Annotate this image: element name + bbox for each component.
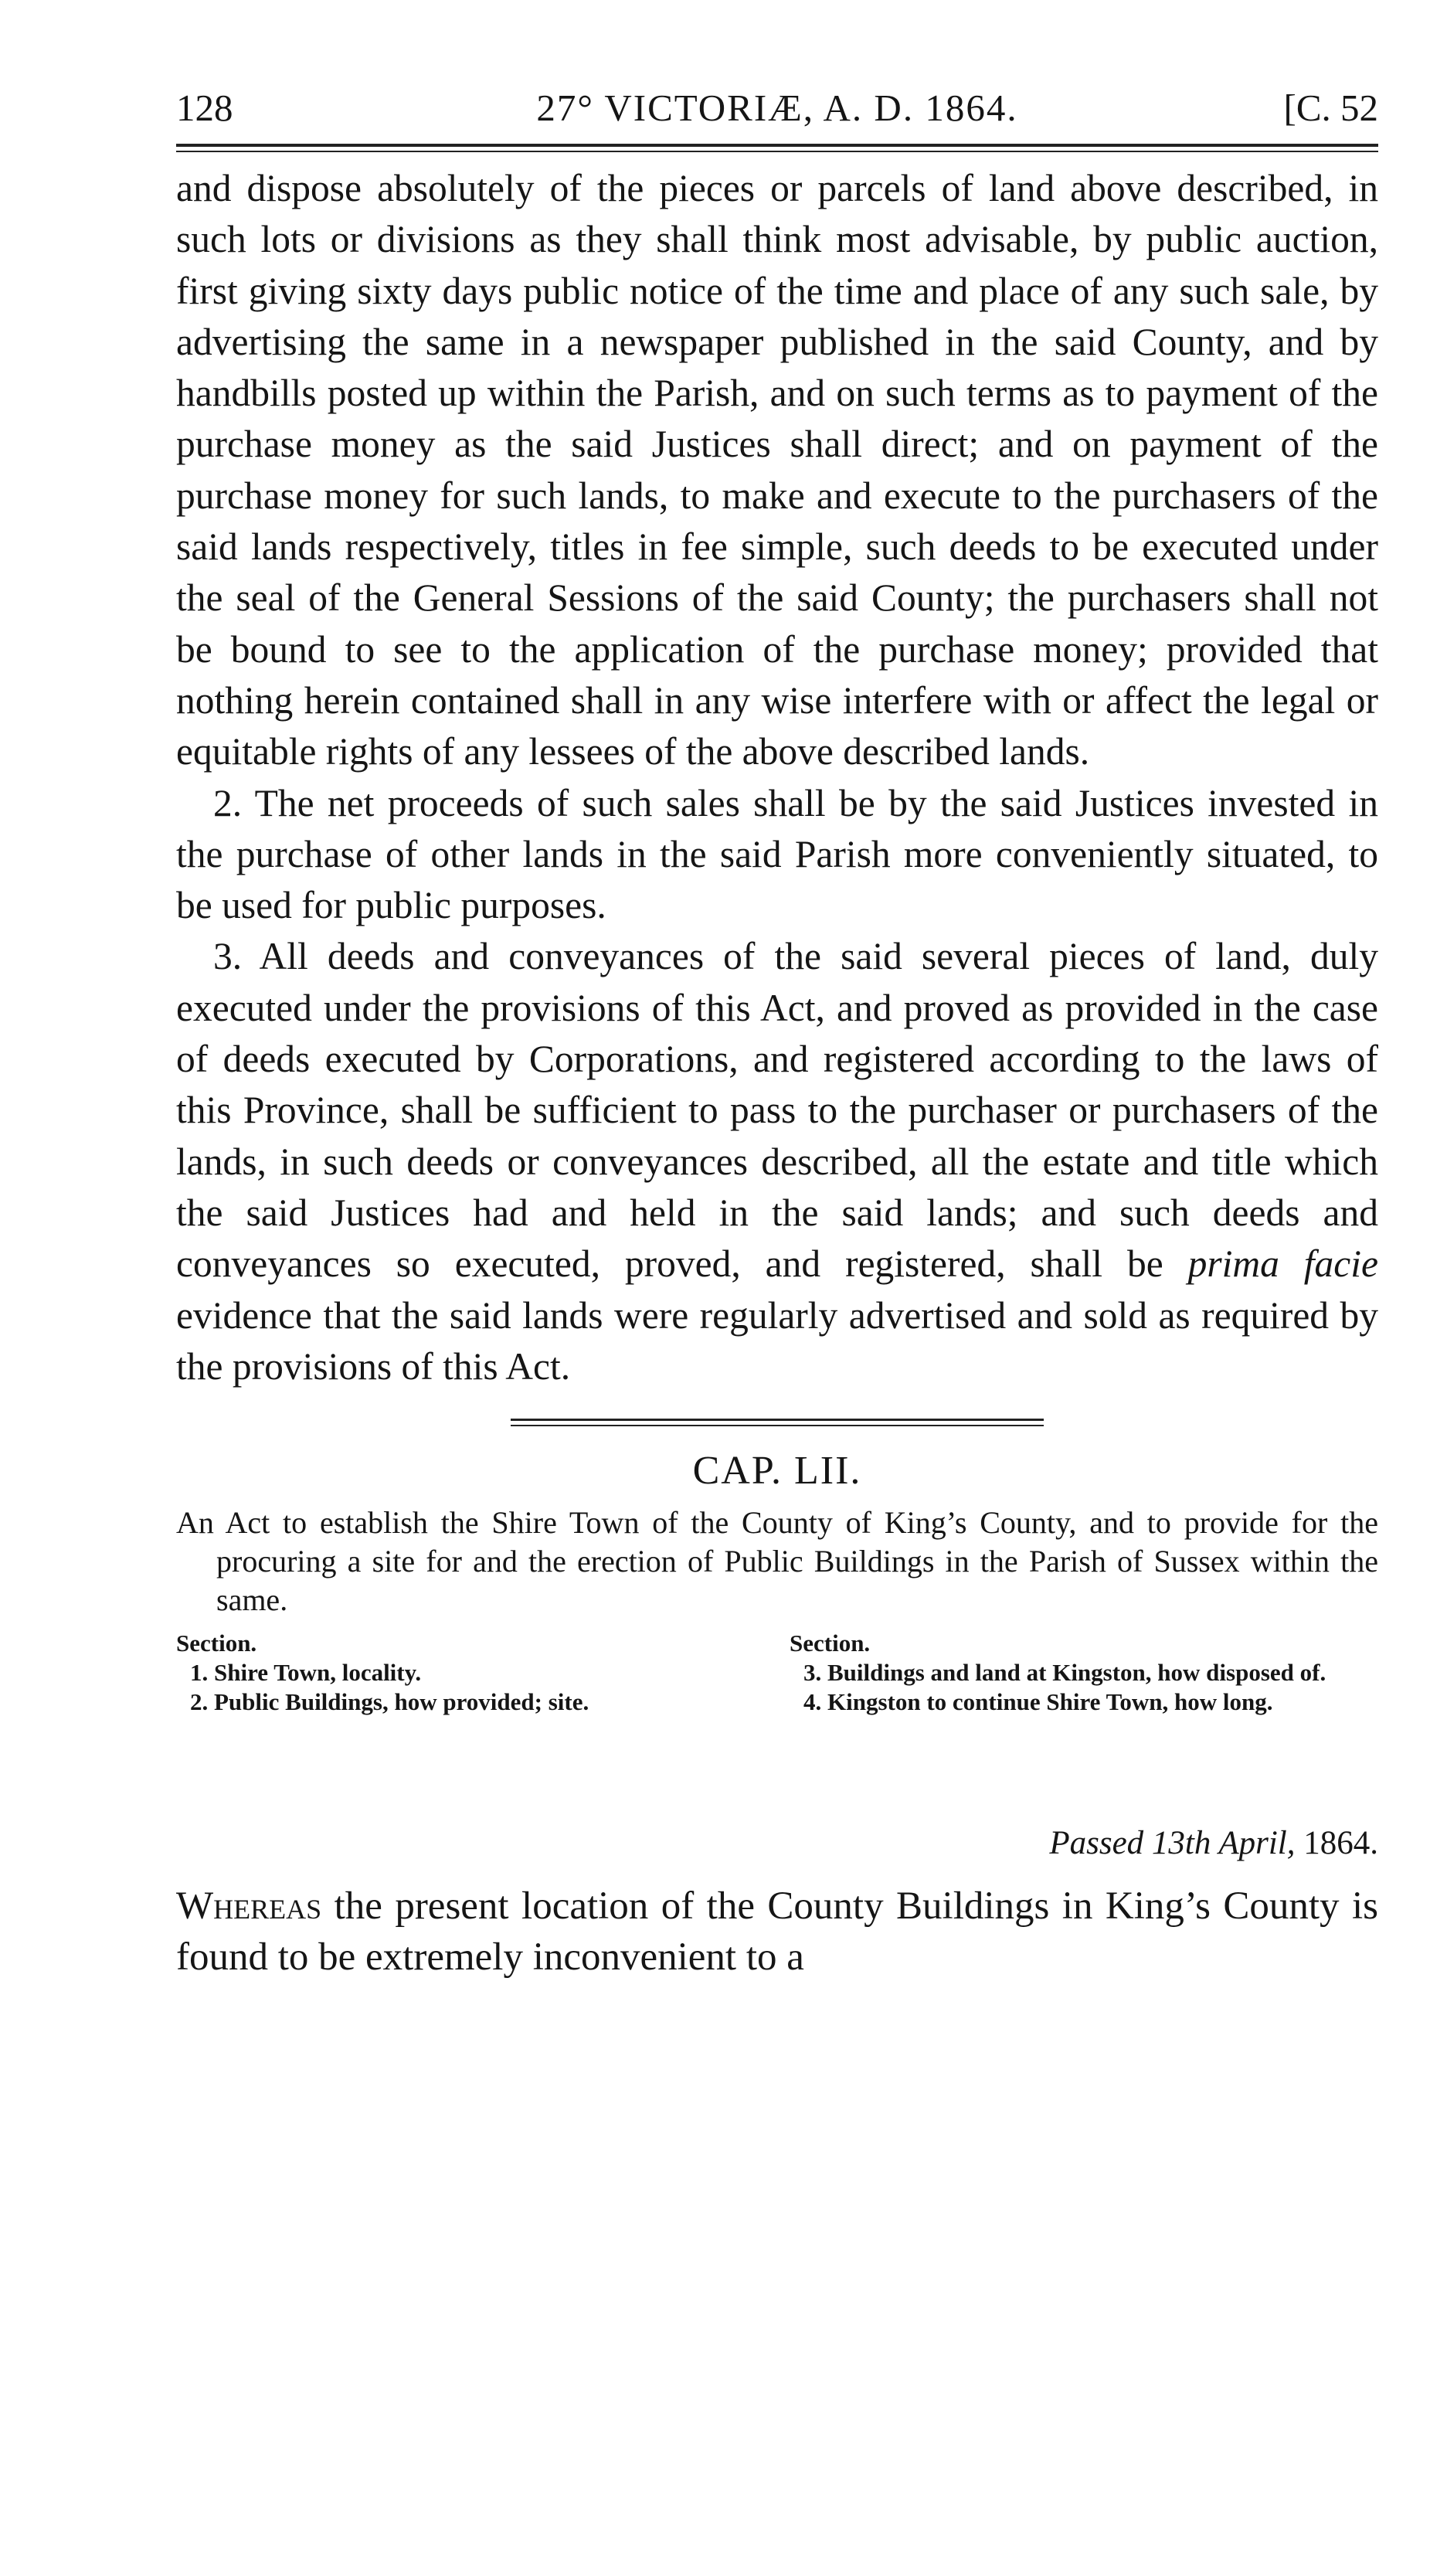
section-index-right [790, 1629, 1378, 1717]
prima-facie-italic: prima facie [1187, 1242, 1378, 1286]
passed-date [176, 1822, 1378, 1865]
preamble-text: the present location of the County Buildings in King’s County is found to be extremely inconvenient to a [176, 1884, 1378, 1980]
preamble-lead-word: Whereas [176, 1884, 322, 1929]
section-index-item: 3. Buildings and land at Kingston, how disposed of. [803, 1659, 1326, 1687]
section-index-item: 1. Shire Town, locality. [190, 1659, 422, 1687]
section-index [176, 1629, 1378, 1822]
section-3-paragraph [176, 931, 1378, 1392]
chapter-heading: CAP. LII. [692, 1449, 862, 1494]
section-3-text-start: 3. All deeds and conveyances of the said several pieces of land, duly executed under the provisions of this Act, and proved as provided in the case of deeds executed by Corporations, and registered according to the laws of this Province, shall be sufficient to pass to the purchaser or purchasers of the lands, in such deeds or conveyances described, all the estate and title which the said Justices had and held in the said lands; and such deeds and conveyances so executed, proved, and registered, shall be [176, 935, 1378, 1286]
section-index-left [176, 1629, 732, 1717]
header-rule [176, 144, 1378, 152]
passed-year: 1864. [1295, 1825, 1378, 1862]
statute-page [176, 77, 1378, 1983]
chapter-reference: [C. 52 [1283, 87, 1378, 129]
running-title: 27° VICTORIÆ, A. D. 1864. [536, 87, 1018, 129]
chapter-divider-rule [511, 1419, 1044, 1426]
act-body [176, 163, 1378, 1392]
section-3-text-end: evidence that the said lands were regularly advertised and sold as required by the provisions of this Act. [176, 1293, 1378, 1388]
section-index-item: 4. Kingston to continue Shire Town, how long. [803, 1688, 1273, 1716]
preamble [176, 1881, 1378, 1983]
section-2-paragraph: 2. The net proceeds of such sales shall be by the said Justices invested in the purchase of other lands in the said Parish more conveniently situated, to be used for public purposes. [176, 781, 1378, 927]
running-head [176, 77, 1378, 139]
section-index-item: 2. Public Buildings, how provided; site. [190, 1688, 589, 1716]
passed-date-italic: Passed 13th April, [1049, 1825, 1296, 1862]
continued-paragraph: and dispose absolutely of the pieces or parcels of land above described, in such lots or divisions as they shall think most advisable, by public auction, first giving sixty days public notice of the time and place of any such sale, by advertising the same in a newspaper published in the said County, and by handbills posted up within the Parish, and on such terms as to payment of the purchase money as the said Justices shall direct; and on payment of the purchase money for such lands, to make and execute to the purchasers of the said lands respectively, titles in fee simple, such deeds to be executed under the seal of the General Sessions of the said County; the purchasers shall not be bound to see to the application of the purchase money; provided that nothing herein contained shall in any wise interfere with or affect the legal or equitable rights of any lessees of the above described lands. [176, 167, 1378, 773]
section-label-left: Section. [176, 1630, 257, 1657]
page-number: 128 [176, 87, 233, 129]
act-long-title: An Act to establish the Shire Town of the County of King’s County, and to provide for the procuring a site for and the erection of Public Buildings in the Parish of Sussex within the same. [176, 1505, 1378, 1618]
section-label-right: Section. [790, 1630, 871, 1657]
